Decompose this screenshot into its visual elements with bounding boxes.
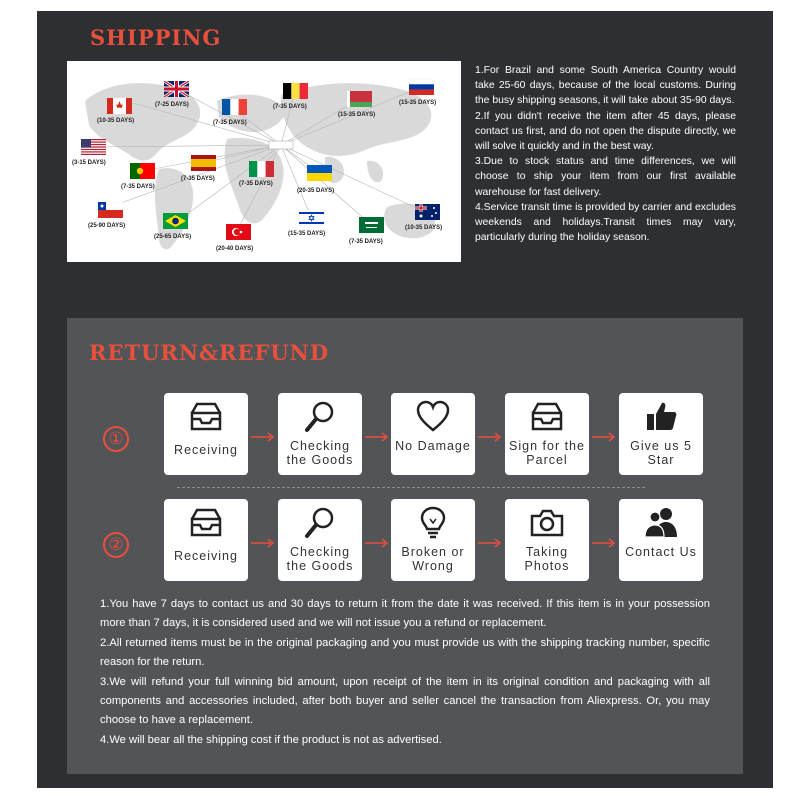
shipping-info-text — [475, 63, 736, 245]
usa-days: (3-15 DAYS) — [72, 160, 106, 166]
step-label: Give us 5 Star — [630, 439, 692, 467]
step-label: Taking Photos — [524, 545, 570, 573]
arrow-right-icon — [592, 432, 616, 442]
canada-flag-icon — [107, 98, 132, 114]
portugal-flag-icon — [130, 163, 155, 179]
background-panel — [37, 11, 773, 788]
arrow-right-icon — [251, 432, 275, 442]
australia-flag-icon — [415, 204, 440, 220]
chile-days: (25-90 DAYS) — [88, 223, 126, 229]
ukraine-flag-icon — [307, 165, 332, 181]
step-card-receiving — [164, 393, 248, 475]
step-label: Contact Us — [625, 545, 697, 559]
step-card-broken-or-wrong — [391, 499, 475, 581]
belgium-days: (7-35 DAYS) — [273, 104, 307, 110]
step-card-checking-goods — [278, 393, 362, 475]
italy-flag-icon — [249, 161, 274, 177]
shipping-paragraph: 3.Due to stock status and time differences, we will choose to ship your item from our first available warehouse for fast delivery. — [475, 156, 736, 198]
step-card-checking-goods — [278, 499, 362, 581]
shipping-paragraph: 1.For Brazil and some South America Country would take 25-60 days, because of the local customs. During the busy shipping seasons, it will take about 35-90 days. — [475, 65, 736, 107]
arrow-right-icon — [478, 538, 502, 548]
belgium-flag-icon — [283, 83, 308, 99]
australia-days: (10-35 DAYS) — [405, 225, 443, 231]
step-label: Checking the Goods — [286, 439, 354, 467]
israel-days: (15-35 DAYS) — [288, 231, 326, 237]
italy-days: (7-35 DAYS) — [239, 181, 273, 187]
france-flag-icon — [222, 99, 247, 115]
portugal-days: (7-35 DAYS) — [121, 184, 155, 190]
magnifier-icon — [302, 505, 338, 541]
refund-paragraph: 3.We will refund your full winning bid amount, upon receipt of the item in its original condition and packaging with all components and accessories included, after both buyer and seller cancel the transaction from Aliexpress. Or, you may choose to have a replacement. — [100, 675, 710, 727]
step-label: Checking the Goods — [286, 545, 354, 573]
refund-title: RETURN&REFUND — [89, 340, 330, 365]
ukraine-days: (20-35 DAYS) — [297, 188, 335, 194]
saudi-arabia-days: (7-35 DAYS) — [349, 239, 383, 245]
step-label: No Damage — [395, 439, 471, 453]
brazil-days: (25-65 DAYS) — [154, 234, 192, 240]
usa-flag-icon — [81, 139, 106, 155]
thumbs-up-icon — [643, 399, 679, 435]
shipping-world-map — [67, 61, 461, 262]
shipping-paragraph: 4.Service transit time is provided by carrier and excludes weekends and holidays.Transit times may vary, particularly during the holiday season. — [475, 201, 736, 244]
return-refund-section — [67, 318, 743, 774]
step-label: Broken or Wrong — [401, 545, 465, 573]
camera-icon — [529, 505, 565, 541]
step-card-contact-us — [619, 499, 703, 581]
uk-days: (7-25 DAYS) — [155, 102, 189, 108]
refund-paragraph: 1.You have 7 days to contact us and 30 days to return it from the date it was received. If this item is in your possession more than 7 days, it is considered used and we will not issue you a refund or replacement. — [100, 598, 710, 630]
russia-days: (15-35 DAYS) — [399, 100, 437, 106]
tray-icon — [188, 505, 224, 541]
tray-icon — [188, 399, 224, 435]
heart-icon — [415, 399, 451, 435]
row-divider — [177, 487, 645, 488]
refund-policy-text — [100, 595, 710, 750]
canada-days: (10-35 DAYS) — [97, 118, 135, 124]
contact-icon — [643, 505, 679, 541]
tray-icon — [529, 399, 565, 435]
turkey-flag-icon — [226, 224, 251, 240]
turkey-days: (20-40 DAYS) — [216, 246, 254, 252]
arrow-right-icon — [478, 432, 502, 442]
chile-flag-icon — [98, 202, 123, 218]
refund-paragraph: 4.We will bear all the shipping cost if the product is not as advertised. — [100, 733, 442, 746]
step-label: Receiving — [174, 549, 238, 563]
refund-paragraph: 2.All returned items must be in the original packaging and you must provide us with the shipping tracking number, specific reason for the return. — [100, 636, 710, 669]
step-label: Sign for the Parcel — [509, 439, 585, 467]
arrow-right-icon — [365, 538, 389, 548]
magnifier-icon — [302, 399, 338, 435]
belarus-days: (15-35 DAYS) — [338, 112, 376, 118]
uk-flag-icon — [164, 81, 189, 97]
arrow-right-icon — [251, 538, 275, 548]
step-card-taking-photos — [505, 499, 589, 581]
belarus-flag-icon — [347, 91, 372, 107]
step-row-2-number: ② — [103, 532, 129, 558]
step-row-1-number: ① — [103, 426, 129, 452]
shipping-title: SHIPPING — [90, 25, 222, 50]
spain-days: (7-35 DAYS) — [181, 176, 215, 182]
step-card-receiving — [164, 499, 248, 581]
brazil-flag-icon — [163, 213, 188, 229]
arrow-right-icon — [365, 432, 389, 442]
spain-flag-icon — [191, 155, 216, 171]
shipping-paragraph: 2.If you didn't receive the item after 45 days, please contact us first, and do not open the dispute directly, we will solve it quickly and in the best way. — [475, 110, 736, 153]
israel-flag-icon — [299, 210, 324, 226]
step-card-give-5-star — [619, 393, 703, 475]
step-card-no-damage — [391, 393, 475, 475]
lightbulb-icon — [415, 505, 451, 541]
russia-flag-icon — [409, 79, 434, 95]
step-card-sign-for-parcel — [505, 393, 589, 475]
arrow-right-icon — [592, 538, 616, 548]
france-days: (7-35 DAYS) — [213, 120, 247, 126]
saudi-arabia-flag-icon — [359, 217, 384, 233]
step-label: Receiving — [174, 443, 238, 457]
